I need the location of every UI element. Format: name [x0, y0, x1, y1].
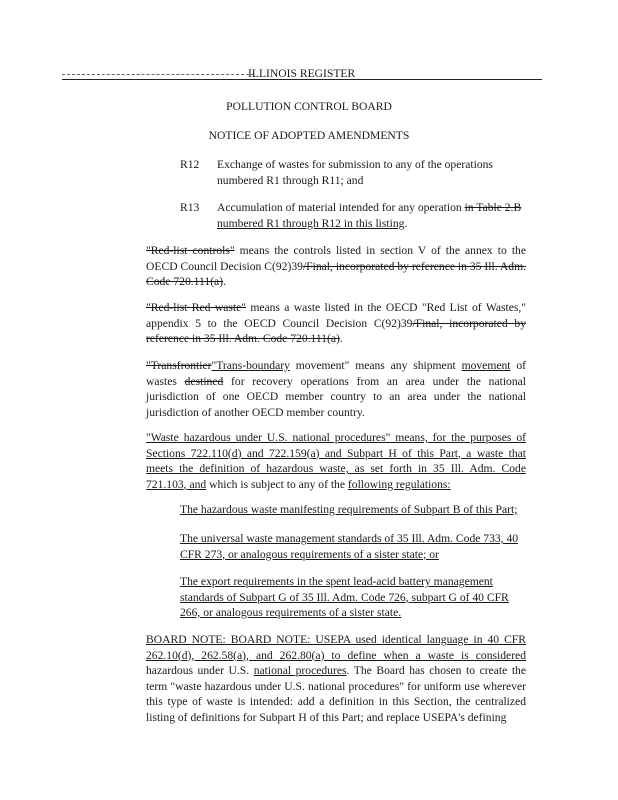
definition-red-list-waste: "Red-list Red waste" means a waste listed in the OECD "Red List of Wastes," appendix 5 to the OECD Council Decision C(92)39/Final, incorporated by reference in 35 Ill. Adm. Code 720.111(a).	[146, 301, 526, 345]
register-title: ILLINOIS REGISTER	[248, 67, 356, 80]
regulation-item-3: The export requirements in the spent lead-acid battery management standards of Subpart G of 35 Ill. Adm. Code 726, subpart G of 40 CFR 266, or analogous requirements of a sister state.	[180, 575, 509, 619]
definition-transboundary: "Transfrontier"Trans-boundary movement" means any shipment movement of wastes destined for recovery operations from an area under the national jurisdiction of one OECD member country to an area under the national jurisdiction of another OECD member country.	[146, 359, 527, 419]
board-title: POLLUTION CONTROL BOARD	[226, 100, 392, 113]
op-code-r12: R12	[180, 158, 200, 171]
notice-title: NOTICE OF ADOPTED AMENDMENTS	[208, 129, 410, 142]
regulation-item-1: The hazardous waste manifesting requirements of Subpart B of this Part;	[180, 503, 518, 516]
board-note: BOARD NOTE: BOARD NOTE: USEPA used identical language in 40 CFR 262.10(d), 262.58(a), and 262.80(a) to define when a waste is considered hazardous under U.S. national procedures. The Board has chosen to create the term "waste hazardous under U.S. national procedures" for uniform use wherever this type of waste is intended: add a definition in this Section, the centralized listing of definitions for Subpart H of this Part; and replace USEPA's defining	[146, 633, 526, 724]
op-text-r12: Exchange of wastes for submission to any of the operations numbered R1 through R11; and	[217, 158, 493, 187]
regulation-item-2: The universal waste management standards of 35 Ill. Adm. Code 733, 40 CFR 273, or analogous requirements of a sister state; or	[180, 532, 519, 561]
op-text-r13: Accumulation of material intended for any operation in Table 2.B numbered R1 through R12 in this listing.	[217, 201, 522, 230]
header-dashed-line	[62, 74, 254, 75]
definition-waste-hazardous: "Waste hazardous under U.S. national procedures" means, for the purposes of Sections 722.110(d) and 722.159(a) and Subpart H of this Part, a waste that meets the definition of hazardous waste, as set forth in 35 Ill. Adm. Code 721.103, and which is subject to any of the following regulations:	[146, 431, 526, 491]
op-code-r13: R13	[180, 201, 200, 214]
definition-red-list-controls: "Red-list controls" means the controls listed in section V of the annex to the OECD Council Decision C(92)39/Final, incorporated by reference in 35 Ill. Adm. Code 720.111(a).	[146, 244, 526, 288]
